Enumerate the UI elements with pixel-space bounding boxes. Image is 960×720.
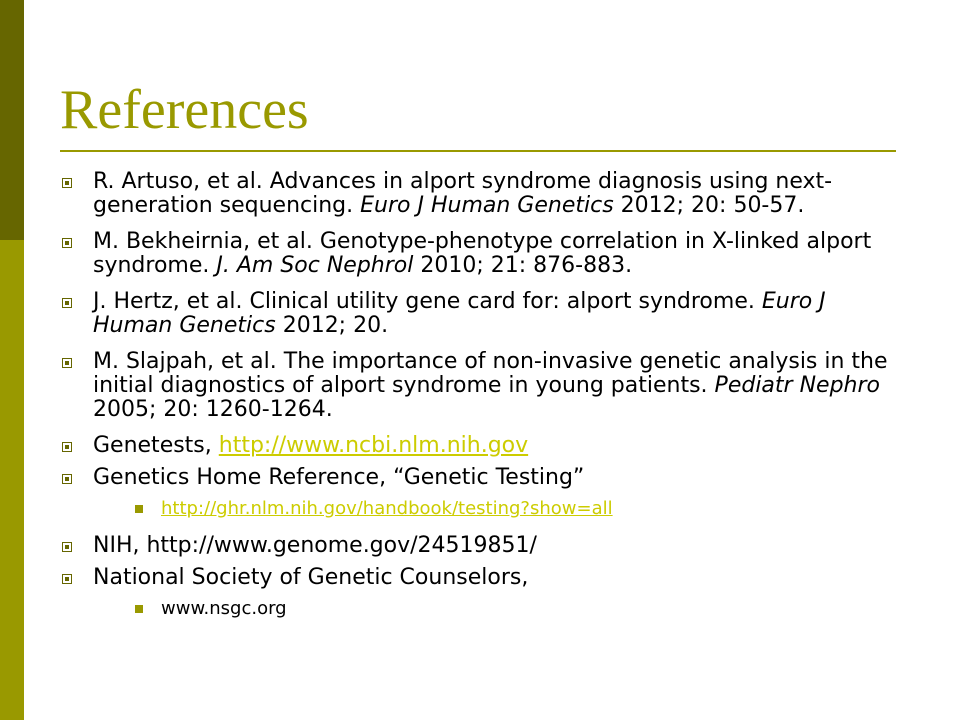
square-bullet-icon [62, 178, 72, 188]
reference-text: M. Bekheirnia, et al. Genotype-phenotype correlation in X-linked alport syndrome. [93, 229, 872, 278]
reference-citation: 2010; 21: 876-883. [413, 253, 633, 278]
reference-text: M. Slajpah, et al. The importance of non-invasive genetic analysis in the initial diagnostics of alport syndrome in young patients. [93, 349, 888, 398]
square-bullet-icon [62, 442, 72, 452]
square-bullet-icon [62, 238, 72, 248]
square-bullet-icon [62, 298, 72, 308]
ghr-label: Genetics Home Reference, “Genetic Testing” [93, 465, 585, 490]
reference-citation: 2012; 20. [275, 313, 389, 338]
reference-list [60, 170, 900, 634]
reference-citation: 2012; 20: 50-57. [613, 193, 805, 218]
side-bar-dark [0, 0, 24, 240]
genetests-link[interactable]: http://www.ncbi.nlm.nih.gov [218, 433, 529, 458]
square-bullet-icon [62, 542, 72, 552]
title-divider [60, 150, 896, 152]
reference-item-nsgc [60, 566, 900, 590]
reference-journal: Euro J Human Genetics [93, 289, 826, 338]
filled-square-icon [135, 605, 143, 613]
nsgc-website: www.nsgc.org [161, 598, 287, 619]
slide-title: References [60, 79, 309, 141]
reference-item-nih [60, 534, 900, 558]
genetests-label: Genetests, [93, 433, 219, 458]
reference-item-ghr [60, 466, 900, 490]
reference-citation: 2005; 20: 1260-1264. [93, 397, 333, 422]
reference-item [60, 230, 900, 278]
square-bullet-icon [62, 474, 72, 484]
reference-journal: Pediatr Nephro [714, 373, 880, 398]
square-bullet-icon [62, 358, 72, 368]
ghr-link[interactable]: http://ghr.nlm.nih.gov/handbook/testing?show=all [161, 498, 613, 519]
side-bar-light [0, 240, 24, 720]
reference-journal: J. Am Soc Nephrol [216, 253, 414, 278]
reference-text: R. Artuso, et al. Advances in alport syndrome diagnosis using next-generation sequencing. [93, 169, 833, 218]
reference-text: J. Hertz, et al. Clinical utility gene card for: alport syndrome. [93, 289, 762, 314]
nih-label: NIH, http://www.genome.gov/24519851/ [93, 533, 537, 558]
filled-square-icon [135, 505, 143, 513]
nsgc-sub-item [135, 598, 900, 620]
square-bullet-icon [62, 574, 72, 584]
reference-item [60, 170, 900, 218]
nsgc-label: National Society of Genetic Counselors, [93, 565, 529, 590]
reference-item [60, 290, 900, 338]
ghr-sub-item [135, 498, 900, 520]
reference-journal: Euro J Human Genetics [360, 193, 614, 218]
reference-item [60, 350, 900, 422]
reference-item-genetests [60, 434, 900, 458]
